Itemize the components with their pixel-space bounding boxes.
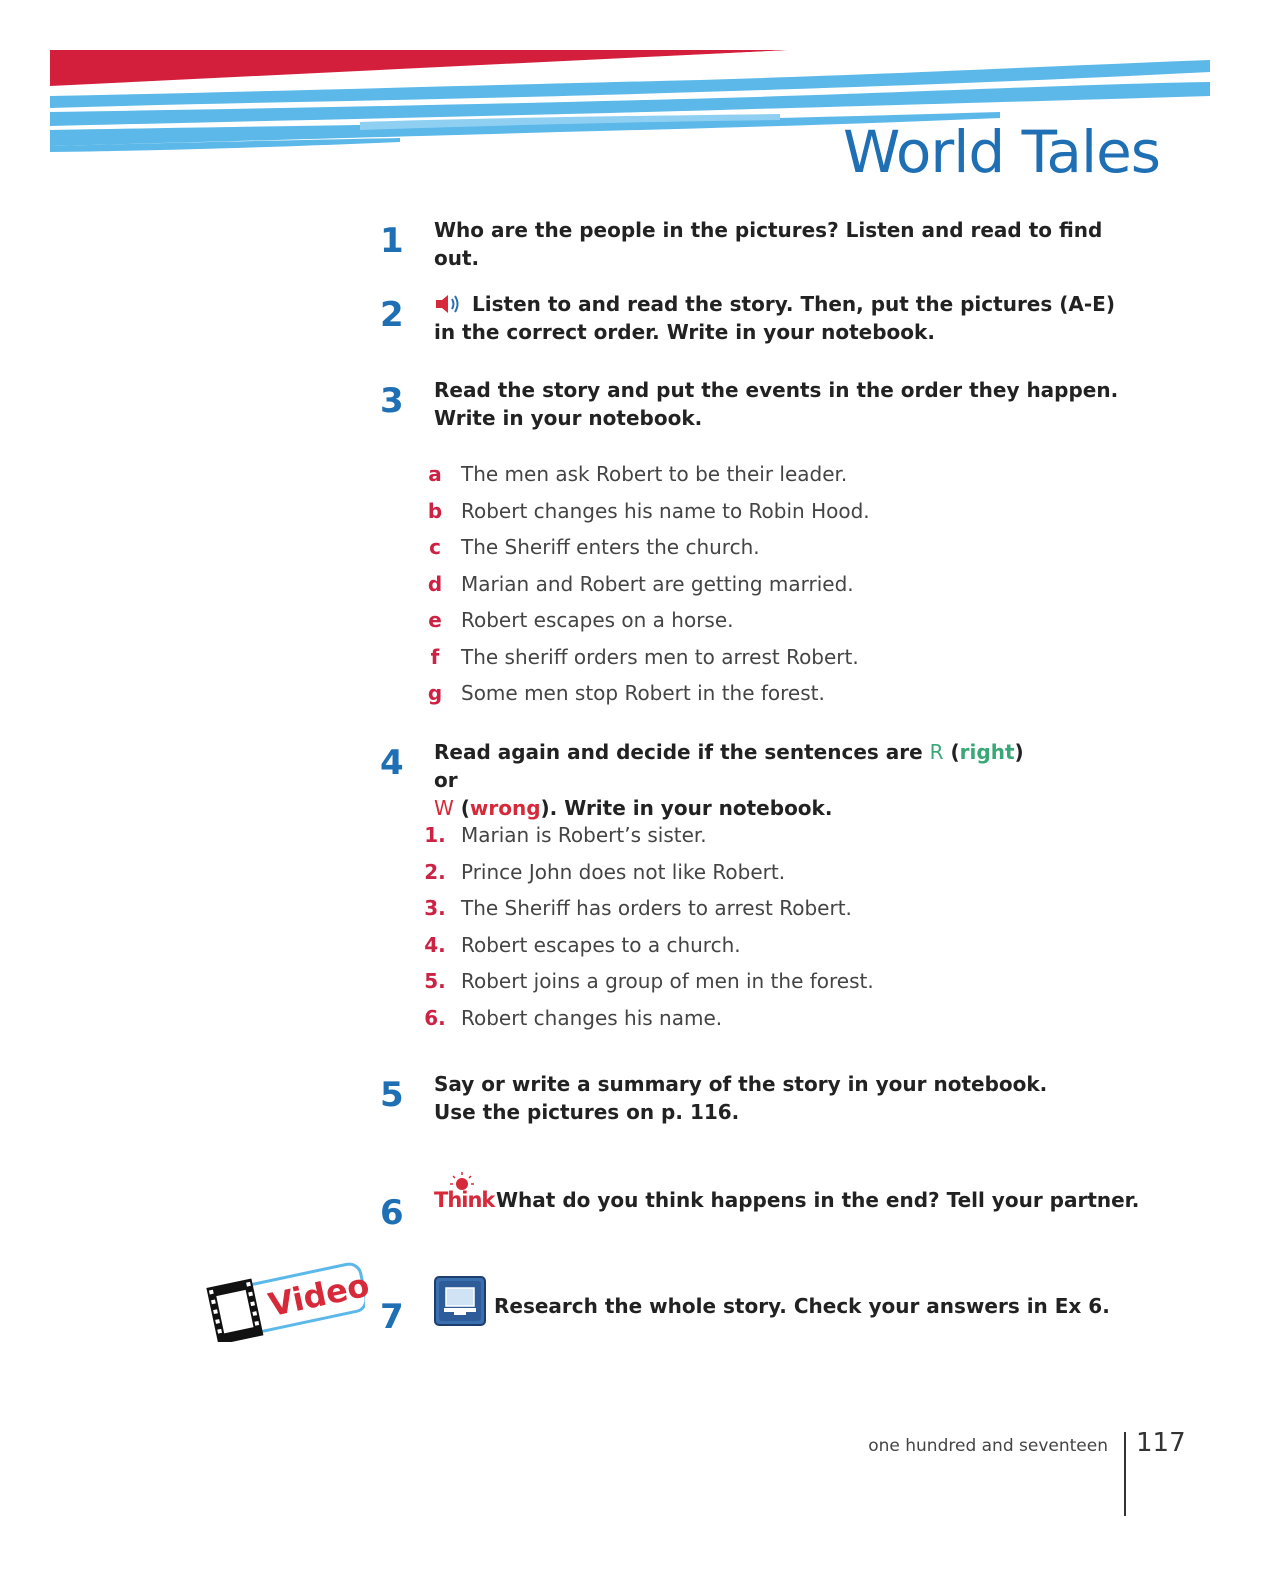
computer-research-icon[interactable] [434, 1276, 486, 1326]
list-item [420, 572, 1120, 609]
exercise-number: 6 [380, 1193, 404, 1233]
list-item [420, 608, 1120, 645]
exercise-number: 4 [380, 743, 404, 783]
list-marker: f [430, 644, 440, 669]
page-number-words: one hundred and seventeen [868, 1436, 1108, 1456]
list-marker: 3. [424, 896, 446, 920]
right-letter: R [929, 740, 944, 764]
page-title: World Tales [842, 118, 1160, 186]
video-label: Video [265, 1265, 373, 1325]
list-item-text: The sheriff orders men to arrest Robert. [461, 644, 859, 669]
list-item [420, 1006, 1120, 1043]
list-item-text: Marian and Robert are getting married. [461, 571, 854, 596]
list-item-text: The Sheriff enters the church. [461, 535, 760, 559]
instruction-part: ). Write in your notebook. [540, 796, 833, 820]
list-marker: e [428, 608, 442, 632]
exercise-instruction [434, 738, 1054, 822]
list-item-text: Robert changes his name to Robin Hood. [461, 498, 870, 523]
exercise-instruction-text: What do you think happens in the end? Tell your partner. [496, 1188, 1140, 1212]
exercise-instruction-text: Listen to and read the story. Then, put the pictures (A-E) in the correct order. Write in your notebook. [434, 292, 1115, 344]
exercise-instruction: Read the story and put the events in the order they happen. Write in your notebook. [434, 378, 1119, 430]
list-marker: 1. [424, 823, 446, 847]
list-item-text: Prince John does not like Robert. [461, 859, 786, 884]
think-badge [434, 1174, 495, 1214]
instruction-part: Read again and decide if the sentences are [434, 740, 930, 764]
wrong-word: wrong [469, 796, 541, 820]
list-item [420, 933, 1120, 970]
list-marker: a [428, 462, 442, 486]
exercise-number: 2 [380, 295, 404, 335]
list-item-text: Robert changes his name. [461, 1005, 723, 1030]
list-marker: g [427, 681, 443, 705]
list-marker: c [429, 535, 441, 559]
list-item-text: Robert joins a group of men in the forest. [461, 969, 874, 993]
list-marker: 4. [424, 932, 446, 957]
list-item [420, 535, 1120, 572]
list-marker: b [427, 498, 443, 523]
list-item-text: Robert escapes on a horse. [461, 608, 734, 632]
wrong-letter: W [434, 796, 454, 820]
exercise-instruction: Research the whole story. Check your answers in Ex 6. [494, 1294, 1110, 1318]
list-item [420, 823, 1120, 860]
list-item-text: Marian is Robert’s sister. [461, 823, 707, 847]
list-item [420, 462, 1120, 499]
audio-speaker-icon[interactable] [434, 292, 464, 316]
exercise-number: 1 [380, 221, 404, 261]
list-item [420, 645, 1120, 682]
list-marker: 6. [424, 1005, 446, 1030]
list-item-text: The men ask Robert to be their leader. [461, 462, 848, 486]
think-label: Think [434, 1188, 495, 1212]
instruction-part: ) or [434, 740, 1024, 792]
exercise-number: 3 [380, 381, 404, 421]
exercise-number: 5 [380, 1075, 404, 1115]
right-word: right [959, 740, 1015, 764]
exercise-instruction [434, 1174, 1154, 1214]
list-marker: 2. [424, 859, 446, 884]
footer-divider [1124, 1432, 1126, 1516]
page-number: 117 [1136, 1428, 1186, 1458]
list-item [420, 860, 1120, 897]
list-item-text: Some men stop Robert in the forest. [461, 681, 825, 705]
exercise-instruction [434, 290, 1134, 346]
list-marker: d [427, 571, 443, 596]
sentences-list [420, 823, 1120, 1042]
exercise-instruction: Who are the people in the pictures? Listen and read to find out. [434, 218, 1103, 270]
list-item-text: The Sheriff has orders to arrest Robert. [461, 896, 852, 920]
instruction-part: ( [453, 796, 470, 820]
list-item [420, 681, 1120, 718]
list-item [420, 896, 1120, 933]
list-marker: 5. [424, 969, 446, 993]
list-item [420, 499, 1120, 536]
instruction-part: ( [943, 740, 960, 764]
events-list [420, 462, 1120, 718]
exercise-number: 7 [380, 1297, 404, 1337]
exercise-instruction: Say or write a summary of the story in your notebook. Use the pictures on p. 116. [434, 1072, 1048, 1124]
list-item [420, 969, 1120, 1006]
list-item-text: Robert escapes to a church. [461, 932, 741, 957]
